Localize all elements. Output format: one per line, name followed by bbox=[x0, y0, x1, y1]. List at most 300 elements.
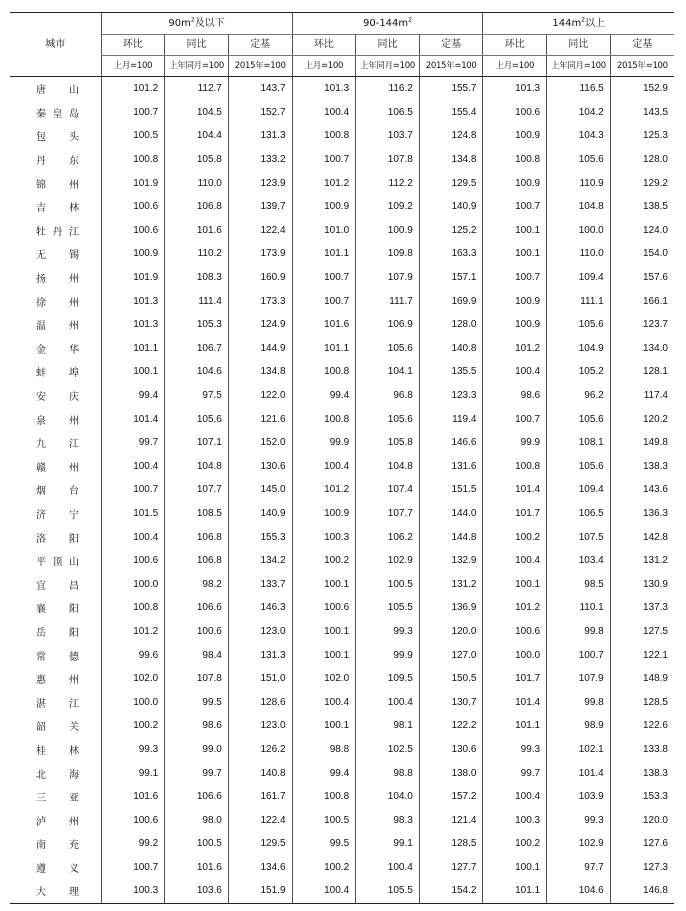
index-value-cell: 157.6 bbox=[610, 266, 674, 290]
base-header-mom: 上月=100 bbox=[101, 56, 165, 77]
index-value-cell: 100.7 bbox=[101, 856, 165, 880]
index-value-cell: 100.0 bbox=[547, 219, 611, 243]
group-header-large: $144m^2$以上 bbox=[483, 13, 674, 35]
index-value-cell: 99.8 bbox=[547, 690, 611, 714]
index-value-cell: 101.1 bbox=[483, 714, 547, 738]
index-value-cell: 122.4 bbox=[228, 808, 292, 832]
index-value-cell: 119.4 bbox=[419, 407, 483, 431]
index-value-cell: 122.1 bbox=[610, 643, 674, 667]
index-value-cell: 101.6 bbox=[292, 313, 356, 337]
city-name-text: 泉 州 bbox=[36, 415, 79, 427]
index-value-cell: 98.9 bbox=[547, 714, 611, 738]
index-value-cell: 99.0 bbox=[165, 738, 229, 762]
index-value-cell: 143.6 bbox=[610, 478, 674, 502]
index-value-cell: 100.8 bbox=[292, 360, 356, 384]
index-value-cell: 109.8 bbox=[356, 242, 420, 266]
index-value-cell: 100.7 bbox=[483, 407, 547, 431]
table-row bbox=[10, 761, 674, 785]
index-value-cell: 99.7 bbox=[101, 431, 165, 455]
index-value-cell: 105.6 bbox=[547, 455, 611, 479]
index-value-cell: 100.7 bbox=[292, 148, 356, 172]
index-value-cell: 127.7 bbox=[419, 856, 483, 880]
index-value-cell: 110.0 bbox=[547, 242, 611, 266]
index-value-cell: 101.2 bbox=[292, 171, 356, 195]
index-value-cell: 152.9 bbox=[610, 77, 674, 101]
index-value-cell: 161.7 bbox=[228, 785, 292, 809]
city-name-text: 南 充 bbox=[36, 840, 79, 852]
index-value-cell: 152.7 bbox=[228, 101, 292, 125]
city-name-text: 安 庆 bbox=[36, 392, 79, 404]
city-name bbox=[10, 455, 101, 479]
city-name bbox=[10, 667, 101, 691]
index-value-cell: 100.6 bbox=[101, 808, 165, 832]
index-value-cell: 101.2 bbox=[101, 620, 165, 644]
table-row bbox=[10, 455, 674, 479]
index-value-cell: 101.2 bbox=[292, 478, 356, 502]
index-value-cell: 101.5 bbox=[101, 502, 165, 526]
index-value-cell: 109.4 bbox=[547, 266, 611, 290]
index-value-cell: 101.1 bbox=[483, 879, 547, 903]
city-name-text: 丹 东 bbox=[36, 156, 79, 168]
index-value-cell: 100.1 bbox=[101, 360, 165, 384]
index-value-cell: 100.4 bbox=[483, 785, 547, 809]
index-value-cell: 157.1 bbox=[419, 266, 483, 290]
city-name bbox=[10, 502, 101, 526]
base-header-fixed: 2015年=100 bbox=[419, 56, 483, 77]
index-value-cell: 100.8 bbox=[292, 407, 356, 431]
index-value-cell: 99.3 bbox=[101, 738, 165, 762]
sub-header-fixed: 定基 bbox=[610, 35, 674, 56]
index-value-cell: 100.7 bbox=[547, 643, 611, 667]
city-name bbox=[10, 761, 101, 785]
table-row bbox=[10, 289, 674, 313]
index-value-cell: 109.2 bbox=[356, 195, 420, 219]
index-value-cell: 100.5 bbox=[292, 808, 356, 832]
index-value-cell: 123.9 bbox=[228, 171, 292, 195]
city-name bbox=[10, 101, 101, 125]
index-value-cell: 100.7 bbox=[101, 101, 165, 125]
index-value-cell: 128.0 bbox=[610, 148, 674, 172]
index-value-cell: 100.4 bbox=[356, 690, 420, 714]
sub-header-yoy: 同比 bbox=[165, 35, 229, 56]
index-value-cell: 100.7 bbox=[292, 289, 356, 313]
index-value-cell: 102.9 bbox=[356, 549, 420, 573]
city-name-text: 三 亚 bbox=[36, 793, 79, 805]
group-header-small: $90m^2$及以下 bbox=[101, 13, 292, 35]
index-value-cell: 140.8 bbox=[228, 761, 292, 785]
index-value-cell: 150.5 bbox=[419, 667, 483, 691]
index-value-cell: 129.5 bbox=[228, 832, 292, 856]
index-value-cell: 133.7 bbox=[228, 572, 292, 596]
index-value-cell: 130.9 bbox=[610, 572, 674, 596]
index-value-cell: 116.5 bbox=[547, 77, 611, 101]
index-value-cell: 154.2 bbox=[419, 879, 483, 903]
table-row bbox=[10, 431, 674, 455]
index-value-cell: 105.5 bbox=[356, 596, 420, 620]
index-value-cell: 102.1 bbox=[547, 738, 611, 762]
index-value-cell: 134.8 bbox=[419, 148, 483, 172]
sub-header-yoy: 同比 bbox=[356, 35, 420, 56]
index-value-cell: 128.1 bbox=[610, 360, 674, 384]
sub-header-yoy: 同比 bbox=[547, 35, 611, 56]
index-value-cell: 110.0 bbox=[165, 171, 229, 195]
index-value-cell: 106.2 bbox=[356, 525, 420, 549]
index-value-cell: 151.9 bbox=[228, 879, 292, 903]
index-value-cell: 110.1 bbox=[547, 596, 611, 620]
index-value-cell: 103.9 bbox=[547, 785, 611, 809]
index-value-cell: 111.7 bbox=[356, 289, 420, 313]
index-value-cell: 98.5 bbox=[547, 572, 611, 596]
index-value-cell: 110.9 bbox=[547, 171, 611, 195]
index-value-cell: 169.9 bbox=[419, 289, 483, 313]
index-value-cell: 100.1 bbox=[292, 643, 356, 667]
index-value-cell: 138.3 bbox=[610, 761, 674, 785]
index-value-cell: 100.4 bbox=[483, 549, 547, 573]
index-value-cell: 101.7 bbox=[483, 667, 547, 691]
index-value-cell: 129.2 bbox=[610, 171, 674, 195]
sub-header-fixed: 定基 bbox=[419, 35, 483, 56]
table-row bbox=[10, 785, 674, 809]
index-value-cell: 134.2 bbox=[228, 549, 292, 573]
index-value-cell: 100.0 bbox=[483, 643, 547, 667]
index-value-cell: 105.6 bbox=[356, 407, 420, 431]
index-value-cell: 104.8 bbox=[356, 455, 420, 479]
base-header-fixed: 2015年=100 bbox=[228, 56, 292, 77]
table-row bbox=[10, 384, 674, 408]
price-index-table-container bbox=[10, 12, 674, 904]
index-value-cell: 140.9 bbox=[228, 502, 292, 526]
city-name bbox=[10, 808, 101, 832]
index-value-cell: 104.9 bbox=[547, 337, 611, 361]
index-value-cell: 100.8 bbox=[483, 455, 547, 479]
index-value-cell: 98.8 bbox=[292, 738, 356, 762]
index-value-cell: 100.2 bbox=[292, 856, 356, 880]
index-value-cell: 138.0 bbox=[419, 761, 483, 785]
city-name bbox=[10, 148, 101, 172]
city-name-text: 洛 阳 bbox=[36, 533, 79, 545]
table-row bbox=[10, 643, 674, 667]
index-value-cell: 149.8 bbox=[610, 431, 674, 455]
index-value-cell: 131.3 bbox=[228, 643, 292, 667]
index-value-cell: 98.1 bbox=[356, 714, 420, 738]
index-value-cell: 105.6 bbox=[547, 313, 611, 337]
city-name bbox=[10, 478, 101, 502]
index-value-cell: 101.0 bbox=[292, 219, 356, 243]
index-value-cell: 100.9 bbox=[101, 242, 165, 266]
index-value-cell: 98.2 bbox=[165, 572, 229, 596]
base-header-mom: 上月=100 bbox=[483, 56, 547, 77]
index-value-cell: 100.9 bbox=[292, 502, 356, 526]
index-value-cell: 130.6 bbox=[228, 455, 292, 479]
index-value-cell: 106.5 bbox=[356, 101, 420, 125]
index-value-cell: 128.6 bbox=[228, 690, 292, 714]
index-value-cell: 100.4 bbox=[101, 525, 165, 549]
city-name-text: 牡 丹 江 bbox=[36, 226, 79, 238]
index-value-cell: 152.0 bbox=[228, 431, 292, 455]
index-value-cell: 136.3 bbox=[610, 502, 674, 526]
index-value-cell: 120.0 bbox=[610, 808, 674, 832]
index-value-cell: 140.8 bbox=[419, 337, 483, 361]
city-name-text: 无 锡 bbox=[36, 250, 79, 262]
index-value-cell: 99.2 bbox=[101, 832, 165, 856]
index-value-cell: 151.0 bbox=[228, 667, 292, 691]
sub-header-mom: 环比 bbox=[101, 35, 165, 56]
index-value-cell: 102.5 bbox=[356, 738, 420, 762]
base-header-mom: 上月=100 bbox=[292, 56, 356, 77]
city-name bbox=[10, 832, 101, 856]
index-value-cell: 105.8 bbox=[165, 148, 229, 172]
table-row bbox=[10, 879, 674, 903]
index-value-cell: 125.2 bbox=[419, 219, 483, 243]
city-column-header: 城市 bbox=[10, 13, 101, 77]
index-value-cell: 100.6 bbox=[292, 596, 356, 620]
group-header-medium: $90-144m^2$ bbox=[292, 13, 483, 35]
index-value-cell: 109.5 bbox=[356, 667, 420, 691]
index-value-cell: 105.6 bbox=[547, 407, 611, 431]
index-value-cell: 100.1 bbox=[292, 572, 356, 596]
index-value-cell: 123.7 bbox=[610, 313, 674, 337]
city-name-text: 蚌 埠 bbox=[36, 368, 79, 380]
index-value-cell: 100.5 bbox=[356, 572, 420, 596]
index-value-cell: 100.7 bbox=[292, 266, 356, 290]
index-value-cell: 99.9 bbox=[292, 431, 356, 455]
index-value-cell: 102.0 bbox=[292, 667, 356, 691]
index-value-cell: 101.1 bbox=[101, 337, 165, 361]
city-name-text: 宜 昌 bbox=[36, 580, 79, 592]
city-name bbox=[10, 360, 101, 384]
index-value-cell: 144.8 bbox=[419, 525, 483, 549]
city-name-text: 韶 关 bbox=[36, 722, 79, 734]
index-value-cell: 100.0 bbox=[101, 572, 165, 596]
index-value-cell: 99.9 bbox=[356, 643, 420, 667]
index-value-cell: 131.6 bbox=[419, 455, 483, 479]
index-value-cell: 107.7 bbox=[165, 478, 229, 502]
city-name-text: 北 海 bbox=[36, 769, 79, 781]
index-value-cell: 100.8 bbox=[292, 124, 356, 148]
index-value-cell: 100.1 bbox=[292, 620, 356, 644]
index-value-cell: 122.0 bbox=[228, 384, 292, 408]
city-name bbox=[10, 313, 101, 337]
index-value-cell: 131.3 bbox=[228, 124, 292, 148]
index-value-cell: 136.9 bbox=[419, 596, 483, 620]
index-value-cell: 117.4 bbox=[610, 384, 674, 408]
index-value-cell: 100.3 bbox=[101, 879, 165, 903]
index-value-cell: 99.4 bbox=[292, 384, 356, 408]
index-value-cell: 146.3 bbox=[228, 596, 292, 620]
index-value-cell: 120.0 bbox=[419, 620, 483, 644]
index-value-cell: 101.3 bbox=[101, 313, 165, 337]
index-value-cell: 100.4 bbox=[292, 879, 356, 903]
index-value-cell: 135.5 bbox=[419, 360, 483, 384]
city-name bbox=[10, 77, 101, 101]
base-header-yoy: 上年同月=100 bbox=[547, 56, 611, 77]
index-value-cell: 121.4 bbox=[419, 808, 483, 832]
index-value-cell: 140.9 bbox=[419, 195, 483, 219]
index-value-cell: 111.4 bbox=[165, 289, 229, 313]
index-value-cell: 133.8 bbox=[610, 738, 674, 762]
table-row bbox=[10, 266, 674, 290]
table-row bbox=[10, 856, 674, 880]
index-value-cell: 99.1 bbox=[101, 761, 165, 785]
index-value-cell: 123.3 bbox=[419, 384, 483, 408]
index-value-cell: 127.3 bbox=[610, 856, 674, 880]
city-name bbox=[10, 289, 101, 313]
city-name bbox=[10, 596, 101, 620]
index-value-cell: 106.6 bbox=[165, 596, 229, 620]
city-name-text: 常 德 bbox=[36, 651, 79, 663]
index-value-cell: 100.6 bbox=[101, 549, 165, 573]
index-value-cell: 126.2 bbox=[228, 738, 292, 762]
base-header-fixed: 2015年=100 bbox=[610, 56, 674, 77]
index-value-cell: 101.6 bbox=[101, 785, 165, 809]
index-value-cell: 109.4 bbox=[547, 478, 611, 502]
index-value-cell: 100.2 bbox=[483, 525, 547, 549]
index-value-cell: 157.2 bbox=[419, 785, 483, 809]
city-name bbox=[10, 219, 101, 243]
index-value-cell: 100.1 bbox=[483, 856, 547, 880]
index-value-cell: 98.6 bbox=[483, 384, 547, 408]
index-value-cell: 112.7 bbox=[165, 77, 229, 101]
city-name bbox=[10, 242, 101, 266]
index-value-cell: 101.2 bbox=[483, 337, 547, 361]
index-value-cell: 106.7 bbox=[165, 337, 229, 361]
city-name-text: 金 华 bbox=[36, 344, 79, 356]
index-value-cell: 104.6 bbox=[165, 360, 229, 384]
index-value-cell: 100.6 bbox=[483, 620, 547, 644]
table-row bbox=[10, 313, 674, 337]
index-value-cell: 122.6 bbox=[610, 714, 674, 738]
index-value-cell: 101.2 bbox=[101, 77, 165, 101]
city-name-text: 襄 阳 bbox=[36, 604, 79, 616]
table-row bbox=[10, 525, 674, 549]
index-value-cell: 101.1 bbox=[292, 242, 356, 266]
index-value-cell: 99.4 bbox=[292, 761, 356, 785]
index-value-cell: 99.5 bbox=[292, 832, 356, 856]
index-value-cell: 105.6 bbox=[547, 148, 611, 172]
index-value-cell: 98.6 bbox=[165, 714, 229, 738]
city-name-text: 岳 阳 bbox=[36, 627, 79, 639]
index-value-cell: 131.2 bbox=[610, 549, 674, 573]
index-value-cell: 98.4 bbox=[165, 643, 229, 667]
index-value-cell: 127.0 bbox=[419, 643, 483, 667]
index-value-cell: 139.7 bbox=[228, 195, 292, 219]
index-value-cell: 104.8 bbox=[165, 455, 229, 479]
index-value-cell: 100.3 bbox=[483, 808, 547, 832]
index-value-cell: 99.3 bbox=[483, 738, 547, 762]
index-value-cell: 108.5 bbox=[165, 502, 229, 526]
index-value-cell: 108.1 bbox=[547, 431, 611, 455]
index-value-cell: 100.6 bbox=[483, 101, 547, 125]
index-value-cell: 99.3 bbox=[356, 620, 420, 644]
index-value-cell: 100.1 bbox=[292, 714, 356, 738]
index-value-cell: 100.9 bbox=[483, 124, 547, 148]
city-name bbox=[10, 643, 101, 667]
base-header-yoy: 上年同月=100 bbox=[356, 56, 420, 77]
index-value-cell: 143.5 bbox=[610, 101, 674, 125]
index-value-cell: 124.9 bbox=[228, 313, 292, 337]
index-value-cell: 99.3 bbox=[547, 808, 611, 832]
index-value-cell: 103.7 bbox=[356, 124, 420, 148]
index-value-cell: 101.9 bbox=[101, 266, 165, 290]
index-value-cell: 127.5 bbox=[610, 620, 674, 644]
city-name-text: 温 州 bbox=[36, 321, 79, 333]
index-value-cell: 128.0 bbox=[419, 313, 483, 337]
city-name-text: 湛 江 bbox=[36, 698, 79, 710]
index-value-cell: 130.6 bbox=[419, 738, 483, 762]
index-value-cell: 133.2 bbox=[228, 148, 292, 172]
index-value-cell: 112.2 bbox=[356, 171, 420, 195]
index-value-cell: 106.8 bbox=[165, 525, 229, 549]
city-name bbox=[10, 879, 101, 903]
table-row bbox=[10, 124, 674, 148]
table-row bbox=[10, 808, 674, 832]
index-value-cell: 101.3 bbox=[483, 77, 547, 101]
index-value-cell: 111.1 bbox=[547, 289, 611, 313]
index-value-cell: 163.3 bbox=[419, 242, 483, 266]
index-value-cell: 101.3 bbox=[101, 289, 165, 313]
city-name bbox=[10, 714, 101, 738]
index-value-cell: 160.9 bbox=[228, 266, 292, 290]
index-value-cell: 99.1 bbox=[356, 832, 420, 856]
city-name bbox=[10, 171, 101, 195]
index-value-cell: 146.6 bbox=[419, 431, 483, 455]
base-header-yoy: 上年同月=100 bbox=[165, 56, 229, 77]
table-row bbox=[10, 77, 674, 101]
city-name-text: 惠 州 bbox=[36, 675, 79, 687]
table-row bbox=[10, 219, 674, 243]
index-value-cell: 97.7 bbox=[547, 856, 611, 880]
index-value-cell: 106.6 bbox=[165, 785, 229, 809]
index-value-cell: 154.0 bbox=[610, 242, 674, 266]
index-value-cell: 101.1 bbox=[292, 337, 356, 361]
city-name bbox=[10, 407, 101, 431]
index-value-cell: 120.2 bbox=[610, 407, 674, 431]
index-value-cell: 96.8 bbox=[356, 384, 420, 408]
index-value-cell: 128.5 bbox=[419, 832, 483, 856]
index-value-cell: 134.8 bbox=[228, 360, 292, 384]
index-value-cell: 100.5 bbox=[165, 832, 229, 856]
index-value-cell: 124.8 bbox=[419, 124, 483, 148]
index-value-cell: 106.8 bbox=[165, 195, 229, 219]
index-value-cell: 98.0 bbox=[165, 808, 229, 832]
index-value-cell: 100.8 bbox=[292, 785, 356, 809]
index-value-cell: 99.8 bbox=[547, 620, 611, 644]
index-value-cell: 151.5 bbox=[419, 478, 483, 502]
city-name-text: 九 江 bbox=[36, 439, 79, 451]
index-value-cell: 101.3 bbox=[292, 77, 356, 101]
index-value-cell: 107.7 bbox=[356, 502, 420, 526]
index-value-cell: 100.9 bbox=[483, 171, 547, 195]
index-value-cell: 101.4 bbox=[101, 407, 165, 431]
city-name bbox=[10, 620, 101, 644]
index-value-cell: 107.5 bbox=[547, 525, 611, 549]
index-value-cell: 101.4 bbox=[483, 478, 547, 502]
index-value-cell: 100.9 bbox=[356, 219, 420, 243]
index-value-cell: 148.9 bbox=[610, 667, 674, 691]
index-value-cell: 102.9 bbox=[547, 832, 611, 856]
index-value-cell: 100.4 bbox=[292, 690, 356, 714]
table-row bbox=[10, 360, 674, 384]
city-name-text: 平 顶 山 bbox=[36, 557, 79, 569]
index-value-cell: 143.7 bbox=[228, 77, 292, 101]
table-row bbox=[10, 690, 674, 714]
index-value-cell: 100.8 bbox=[483, 148, 547, 172]
index-value-cell: 101.4 bbox=[547, 761, 611, 785]
index-value-cell: 103.6 bbox=[165, 879, 229, 903]
index-value-cell: 100.8 bbox=[101, 148, 165, 172]
index-value-cell: 104.6 bbox=[547, 879, 611, 903]
index-value-cell: 104.0 bbox=[356, 785, 420, 809]
